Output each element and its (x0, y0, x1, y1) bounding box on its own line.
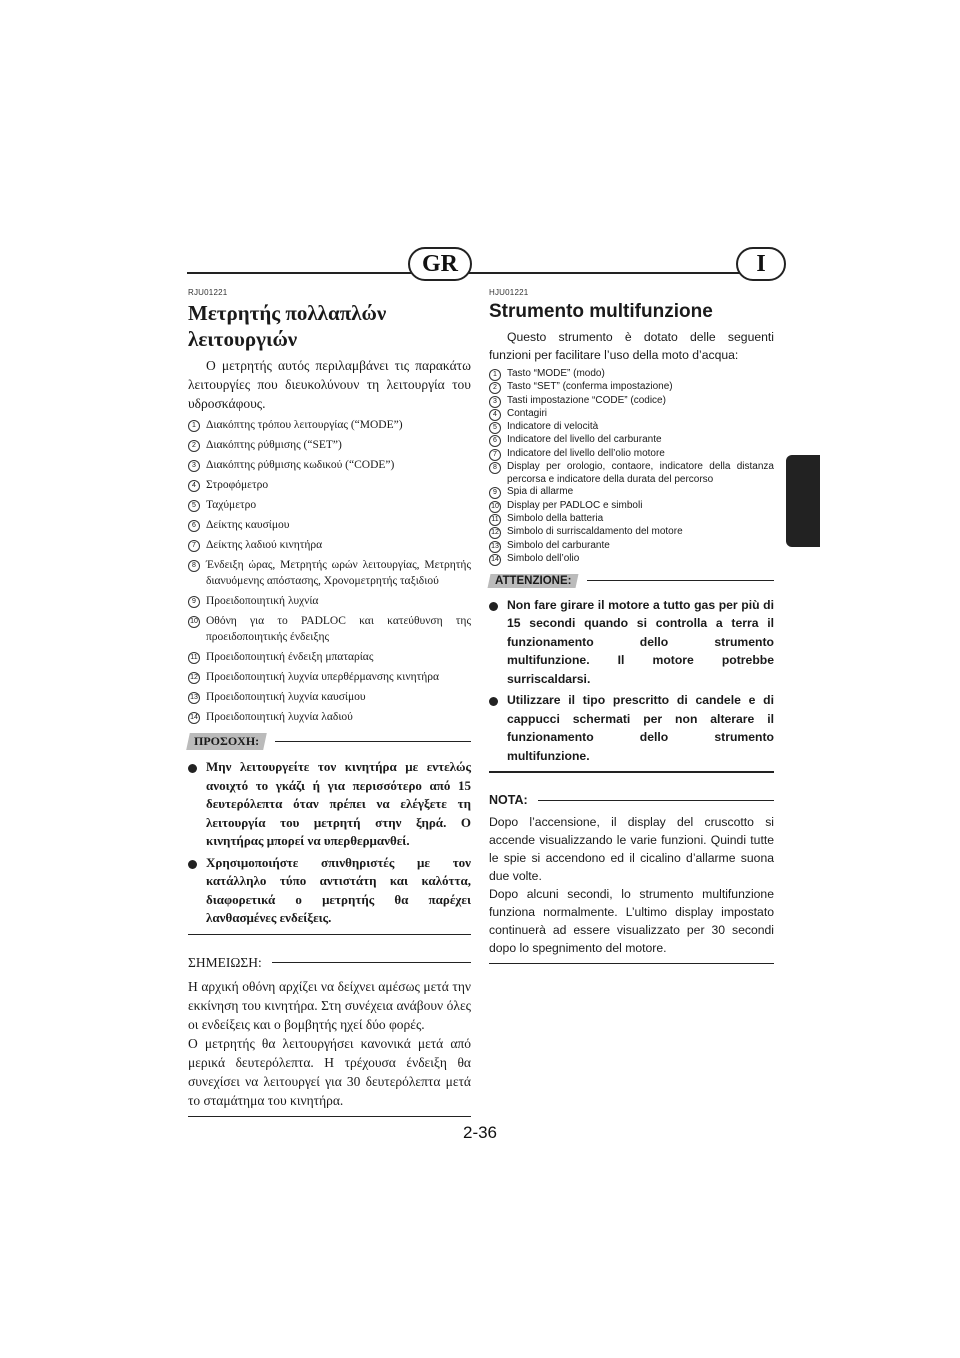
list-item (188, 537, 471, 553)
item-number: 4 (188, 480, 200, 492)
item-text: Προειδοποιητική ένδειξη μπαταρίας (206, 651, 374, 663)
feature-list (489, 368, 774, 566)
list-item (489, 540, 774, 553)
item-text: Indicatore del livello dell’olio motore (507, 447, 665, 459)
bullet-icon (489, 697, 498, 706)
warning-label: ATTENZIONE: (488, 574, 579, 588)
list-item (489, 461, 774, 486)
language-badge-i: I (736, 247, 786, 281)
warning-text: Non fare girare il motore a tutto gas per più di 15 secondi quando si controlla a terra il funzionamento dello strumento multifunzione. Il motore potrebbe surriscaldarsi. (507, 597, 774, 686)
item-text: Tasto “SET” (conferma impostazione) (507, 381, 673, 393)
list-item (489, 448, 774, 461)
item-text: Simbolo della batteria (507, 512, 604, 524)
item-number: 8 (489, 462, 501, 474)
language-badge-gr: GR (408, 247, 472, 281)
list-item (188, 593, 471, 609)
list-item (188, 557, 471, 589)
feature-list (188, 417, 471, 725)
heading-rule (275, 741, 471, 742)
warning-item (489, 596, 774, 689)
item-text: Προειδοποιητική λυχνία υπερθέρμανσης κινητήρα (206, 671, 439, 683)
list-item (188, 477, 471, 493)
item-text: Διακόπτης τρόπου λειτουργίας (“MODE”) (206, 419, 403, 431)
item-text: Simbolo dell’olio (507, 552, 580, 564)
note-paragraph: Dopo l’accensione, il display del cruscotto si accende visualizzando le varie funzioni. Quindi tutte le spie si accendono ed il cicalino d’allarme suona due volte. (489, 815, 774, 884)
item-number: 10 (489, 501, 501, 513)
heading-rule (272, 962, 471, 963)
list-item (188, 689, 471, 705)
header-rule (187, 272, 773, 274)
item-text: Προειδοποιητική λυχνία λαδιού (206, 711, 353, 723)
item-text: Προειδοποιητική λυχνία (206, 595, 319, 607)
item-number: 11 (489, 514, 501, 526)
item-number: 9 (489, 487, 501, 499)
list-item (489, 421, 774, 434)
bullet-icon (188, 764, 197, 773)
section-code: HJU01221 (489, 288, 529, 297)
list-item (489, 526, 774, 539)
section-title: Strumento multifunzione (489, 301, 713, 322)
item-text: Indicatore di velocità (507, 421, 599, 433)
item-number: 7 (489, 449, 501, 461)
item-number: 12 (188, 672, 200, 684)
item-text: Tasto “MODE” (modo) (507, 368, 605, 379)
italian-column (489, 288, 774, 964)
note-label: ΣΗΜΕΙΩΣΗ: (188, 954, 262, 970)
section-title-line2: λειτουργιών (188, 327, 298, 351)
warning-list (188, 758, 471, 928)
item-number: 14 (489, 554, 501, 566)
heading-rule (538, 800, 774, 801)
item-text: Display per PADLOC e simboli (507, 499, 643, 511)
section-code: RJU01221 (188, 288, 228, 297)
item-number: 9 (188, 596, 200, 608)
note-heading (188, 955, 471, 971)
item-number: 12 (489, 527, 501, 539)
note-end-rule (489, 963, 774, 964)
item-number: 10 (188, 616, 200, 628)
item-text: Tasti impostazione “CODE” (codice) (507, 394, 666, 406)
item-text: Ταχύμετρο (206, 499, 257, 511)
list-item (188, 649, 471, 665)
warning-item (188, 758, 471, 851)
list-item (489, 395, 774, 408)
item-text: Display per orologio, contaore, indicatore della distanza percorsa e indicatore della durata del percorso (507, 461, 774, 485)
item-text: Στροφόμετρο (206, 479, 269, 491)
warning-item (188, 854, 471, 928)
item-number: 3 (489, 396, 501, 408)
item-number: 1 (188, 420, 200, 432)
item-number: 13 (489, 541, 501, 553)
list-item (188, 709, 471, 725)
list-item (188, 417, 471, 433)
list-item (489, 368, 774, 381)
item-number: 6 (489, 435, 501, 447)
warning-end-rule (489, 771, 774, 773)
item-text: Simbolo del carburante (507, 539, 610, 551)
list-item (188, 437, 471, 453)
list-item (489, 513, 774, 526)
note-end-rule (188, 1116, 471, 1117)
item-number: 3 (188, 460, 200, 472)
warning-label: ΠΡΟΣΟΧΗ: (186, 733, 267, 750)
page-number: 2-36 (462, 1123, 498, 1142)
warning-text: Χρησιμοποιήστε σπινθηριστές με τον κατάλληλο τύπο αντιστάτη και καλόττα, διαφορετικά ο μετρητής θα παρέχει λανθασμένες ενδείξεις. (206, 854, 471, 925)
warning-heading (188, 733, 471, 750)
warning-end-rule (188, 934, 471, 935)
item-text: Διακόπτης ρύθμισης (“SET”) (206, 439, 342, 451)
item-number: 14 (188, 712, 200, 724)
list-item (489, 553, 774, 566)
bullet-icon (489, 602, 498, 611)
item-number: 2 (489, 382, 501, 394)
item-text: Δείκτης λαδιού κινητήρα (206, 539, 323, 551)
list-item (489, 500, 774, 513)
list-item (188, 517, 471, 533)
item-number: 7 (188, 540, 200, 552)
list-item (188, 669, 471, 685)
item-text: Οθόνη για το PADLOC και κατεύθυνση της προειδοποιητικής ένδειξης (206, 615, 471, 643)
item-text: Spia di allarme (507, 486, 574, 498)
list-item (188, 497, 471, 513)
item-text: Προειδοποιητική λυχνία καυσίμου (206, 691, 366, 703)
list-item (188, 457, 471, 473)
note-paragraph: Η αρχική οθόνη αρχίζει να δείχνει αμέσως μετά την εκκίνηση του κινητήρα. Στη συνέχεια ανάβουν όλες οι ενδείξεις και ο βομβητής ηχεί δύο φορές. (188, 978, 471, 1032)
warning-item (489, 691, 774, 765)
section-title (188, 300, 471, 352)
warning-text: Utilizzare il tipo prescritto di candele e di cappucci schermati per non alterare il funzionamento dello strumento multifunzione. (507, 693, 774, 763)
list-item (489, 408, 774, 421)
item-text: Διακόπτης ρύθμισης κωδικού (“CODE”) (206, 459, 395, 471)
item-text: Ένδειξη ώρας, Μετρητής ωρών λειτουργίας, Μετρητής διανυόμενης απόστασης, Χρονομετρητής ταξιδιού (206, 559, 471, 587)
warning-list (489, 596, 774, 766)
item-number: 4 (489, 409, 501, 421)
item-number: 1 (489, 369, 501, 381)
item-number: 11 (188, 652, 200, 664)
intro-paragraph: Ο μετρητής αυτός περιλαμβάνει τις παρακάτω λειτουργίες που διευκολύνουν τη λειτουργία του υδροσκάφους. (188, 358, 471, 411)
list-item (489, 434, 774, 447)
list-item (489, 486, 774, 499)
note-label: NOTA: (489, 793, 528, 808)
item-text: Simbolo di surriscaldamento del motore (507, 526, 683, 538)
section-title-line1: Μετρητής πολλαπλών (188, 301, 387, 325)
note-paragraph: Ο μετρητής θα λειτουργήσει κανονικά μετά από μερικά δευτερόλεπτα. Η τρέχουσα ένδειξη θα συνεχίσει να λειτουργεί για 30 δευτερόλεπτα μετά το σταμάτημα του κινητήρα. (188, 1035, 471, 1108)
item-number: 8 (188, 560, 200, 572)
item-number: 13 (188, 692, 200, 704)
item-number: 5 (489, 422, 501, 434)
note-heading (489, 793, 774, 807)
item-number: 5 (188, 500, 200, 512)
intro-paragraph: Questo strumento è dotato delle seguenti funzioni per facilitare l’uso della moto d’acqua: (489, 330, 774, 362)
list-item (489, 381, 774, 394)
item-text: Contagiri (507, 407, 548, 419)
list-item (188, 613, 471, 645)
chapter-side-tab (786, 455, 820, 547)
item-number: 2 (188, 440, 200, 452)
heading-rule (587, 580, 774, 581)
item-text: Indicatore del livello del carburante (507, 434, 662, 446)
note-paragraph: Dopo alcuni secondi, lo strumento multifunzione funziona normalmente. L’ultimo display impostato continuerà ad essere visualizzato per 30 secondi dopo lo spegnimento del motore. (489, 887, 774, 956)
bullet-icon (188, 860, 197, 869)
item-number: 6 (188, 520, 200, 532)
greek-column (188, 288, 471, 1117)
item-text: Δείκτης καυσίμου (206, 519, 290, 531)
warning-heading (489, 574, 774, 588)
warning-text: Μην λειτουργείτε τον κινητήρα με εντελώς ανοιχτό το γκάζι ή για περισσότερο από 15 δευτερόλεπτα όταν πρέπει να ελέγξετε τη λειτουργία του μετρητή στην ξηρά. Ο κινητήρας μπορεί να υπερθερμανθεί. (206, 759, 471, 848)
